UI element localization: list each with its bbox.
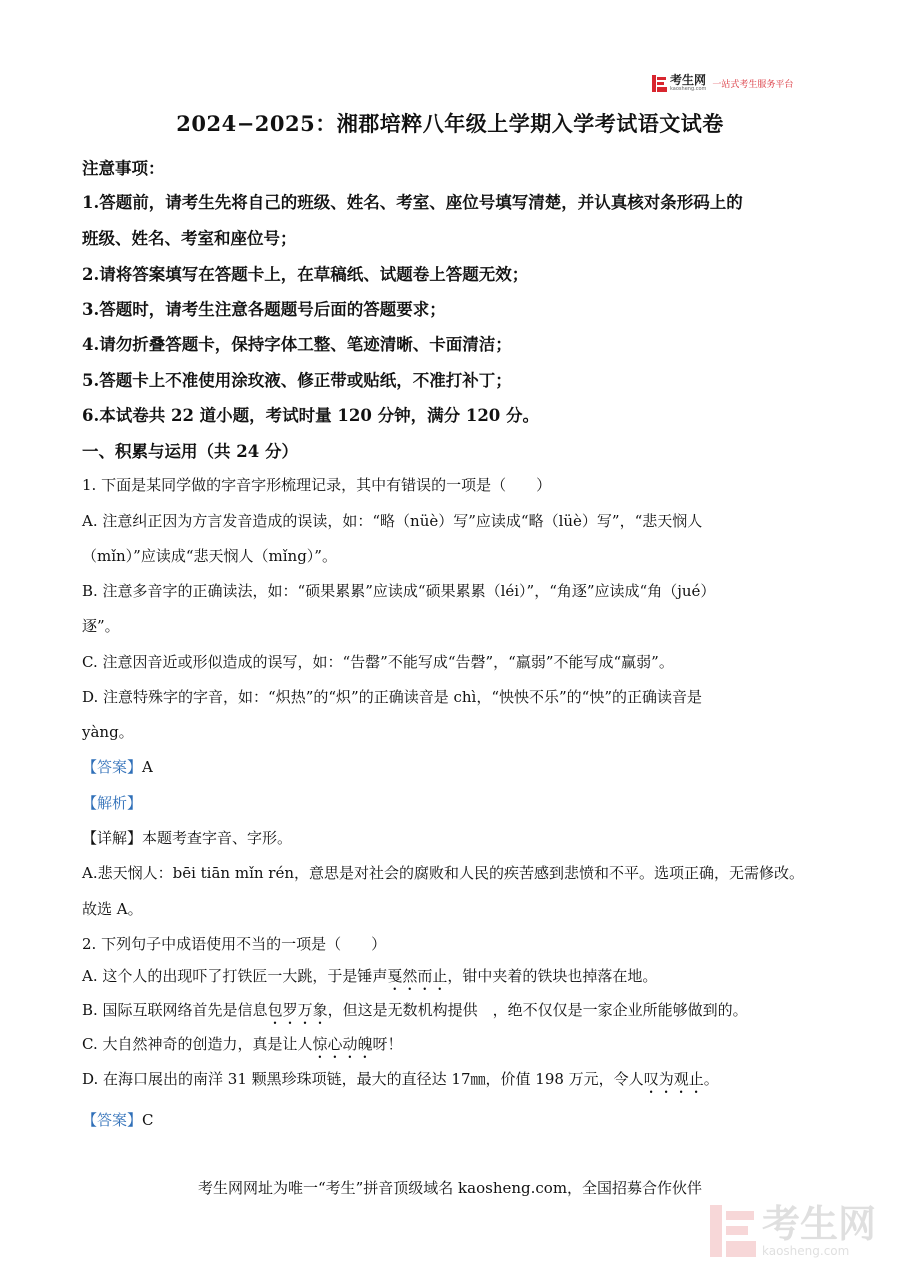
logo-domain: kaosheng.com (670, 85, 707, 92)
q2-option-a (82, 965, 657, 994)
watermark-domain: kaosheng.com (761, 1244, 850, 1258)
q1-option-b-line2: 逐”。 (82, 617, 120, 635)
watermark-text: 考生网 (761, 1202, 876, 1246)
logo-text: 考生网 (670, 72, 707, 87)
kaosheng-watermark-icon (710, 1205, 756, 1257)
q2-a-text-end: ，钳中夹着的铁块也掉落在地。 (447, 967, 658, 985)
answer-label: 【答案】 (82, 1111, 143, 1129)
q1-answer (82, 756, 153, 777)
notice-item-1b: 班级、姓名、考室和座位号； (82, 229, 297, 248)
q2-option-c (82, 1033, 403, 1062)
notice-heading: 注意事项： (82, 159, 165, 178)
watermark-wordmark (762, 1204, 876, 1258)
q2-answer (82, 1109, 154, 1130)
logo-slogan: 一站式考生服务平台 (712, 79, 794, 90)
q2-b-idiom: 包罗万象 (267, 1001, 328, 1019)
answer-value: A (142, 758, 153, 776)
q1-option-b-line1: B. 注意多音字的正确读法，如：“硕果累累”应读成“硕果累累（léi）”，“角逐”应读成“角（jué） (82, 582, 716, 600)
notice-item-3: 3.答题时，请考生注意各题题号后面的答题要求； (82, 300, 446, 319)
site-logo[interactable] (652, 72, 793, 94)
q2-option-d (82, 1068, 719, 1097)
q1-option-a-line2: （mǐn）”应读成“悲天悯人（mǐng）”。 (82, 547, 337, 565)
q2-c-text-end: 呀！ (372, 1035, 403, 1053)
q2-b-text: B. 国际互联网络首先是信息 (82, 1001, 268, 1019)
q1-option-d-line2: yàng。 (82, 723, 134, 741)
answer-value: C (142, 1111, 154, 1129)
q1-explanation-2: 故选 A。 (82, 900, 143, 918)
notice-item-2: 2.请将答案填写在答题卡上，在草稿纸、试题卷上答题无效； (82, 265, 529, 284)
q2-a-idiom: 戛然而止 (387, 967, 448, 985)
notice-item-4: 4.请勿折叠答题卡，保持字体工整、笔迹清晰、卡面清洁； (82, 335, 512, 354)
page-title: 2024−2025：湘郡培粹八年级上学期入学考试语文试卷 (176, 111, 724, 136)
watermark-logo (710, 1204, 876, 1258)
notice-item-5: 5.答题卡上不准使用涂玫液、修正带或贴纸，不准打补丁； (82, 371, 512, 390)
notice-item-1a: 1.答题前，请考生先将自己的班级、姓名、考室、座位号填写清楚，并认真核对条形码上的 (82, 193, 743, 212)
q2-b-text-end: ，但这是无数机构提供 ，绝不仅仅是一家企业所能够做到的。 (327, 1001, 748, 1019)
q1-option-c: C. 注意因音近或形似造成的误写，如：“告罄”不能写成“告磬”，“羸弱”不能写成“赢弱”。 (82, 653, 674, 671)
q2-stem: 2. 下列句子中成语使用不当的一项是（ ） (82, 935, 387, 953)
q1-explanation-1: A.悲天悯人：bēi tiān mǐn rén，意思是对社会的腐败和人民的疾苦感到悲愤和不平。选项正确，无需修改。 (82, 864, 805, 882)
q2-c-idiom: 惊心动魄 (312, 1035, 373, 1053)
section-heading: 一、积累与运用（共 24 分） (82, 442, 298, 461)
q2-d-text-end: 。 (703, 1070, 719, 1088)
logo-wordmark (670, 72, 707, 92)
q1-detail: 【详解】本题考查字音、字形。 (82, 829, 293, 847)
q2-a-text: A. 这个人的出现吓了打铁匠一大跳，于是锤声 (82, 967, 388, 985)
q2-option-b (82, 999, 748, 1028)
q1-option-a-line1: A. 注意纠正因为方言发音造成的误读，如：“略（nüè）写”应读成“略（lüè）写”，“悲天悯人 (82, 512, 703, 530)
kaosheng-logo-icon (652, 75, 667, 92)
q2-c-text: C. 大自然神奇的创造力，真是让人 (82, 1035, 313, 1053)
notice-item-6: 6.本试卷共 22 道小题，考试时量 120 分钟，满分 120 分。 (82, 406, 540, 425)
q1-analysis-label: 【解析】 (82, 794, 143, 812)
q2-d-text: D. 在海口展出的南洋 31 颗黑珍珠项链，最大的直径达 17㎜，价值 198 万元，令人 (82, 1070, 644, 1088)
answer-label: 【答案】 (82, 758, 143, 776)
q1-stem: 1. 下面是某同学做的字音字形梳理记录，其中有错误的一项是（ ） (82, 476, 552, 494)
q1-option-d-line1: D. 注意特殊字的字音，如：“炽热”的“炽”的正确读音是 chì，“怏怏不乐”的“怏”的正确读音是 (82, 688, 703, 706)
footer-text: 考生网网址为唯一“考生”拼音顶级域名 kaosheng.com，全国招募合作伙伴 (197, 1179, 703, 1197)
q2-d-idiom: 叹为观止 (643, 1070, 704, 1088)
